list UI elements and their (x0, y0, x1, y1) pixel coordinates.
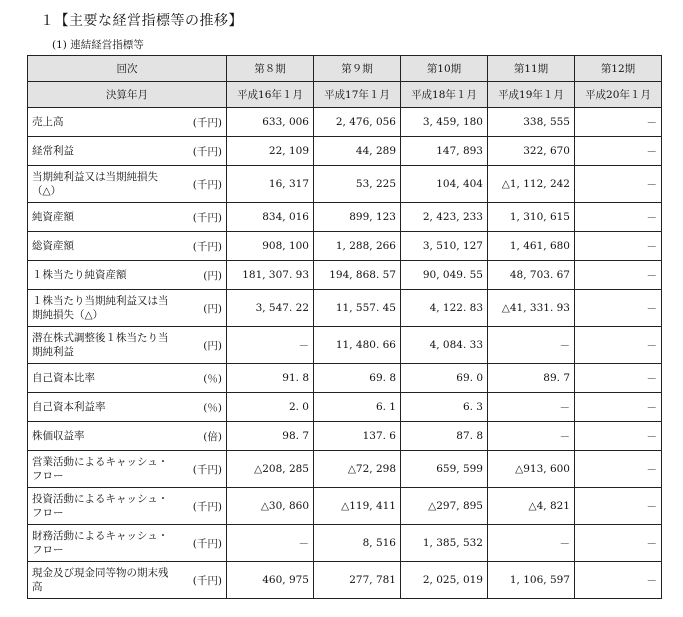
table-row (28, 327, 662, 364)
value-cell: 4, 084. 33 (401, 327, 488, 364)
header-cell: 平成20年１月 (575, 82, 662, 108)
value-cell: 2, 025, 019 (401, 562, 488, 599)
value-cell: 338, 555 (488, 108, 575, 137)
table-row (28, 393, 662, 422)
value-cell: 6. 1 (314, 393, 401, 422)
row-unit: (円) (180, 327, 227, 364)
header-cell: 第９期 (314, 56, 401, 82)
row-unit: (千円) (180, 562, 227, 599)
value-cell: － (488, 327, 575, 364)
row-unit: (千円) (180, 451, 227, 488)
row-unit: (千円) (180, 232, 227, 261)
value-cell: 181, 307. 93 (227, 261, 314, 290)
row-label: 株価収益率 (28, 422, 180, 451)
value-cell: 194, 868. 57 (314, 261, 401, 290)
value-cell: 98. 7 (227, 422, 314, 451)
header-cell: 第12期 (575, 56, 662, 82)
value-cell: 2, 423, 233 (401, 203, 488, 232)
value-cell: 2. 0 (227, 393, 314, 422)
value-cell: － (575, 422, 662, 451)
value-cell: － (575, 108, 662, 137)
value-cell: 1, 288, 266 (314, 232, 401, 261)
value-cell: 277, 781 (314, 562, 401, 599)
table-row (28, 422, 662, 451)
row-label: 自己資本比率 (28, 364, 180, 393)
value-cell: 11, 480. 66 (314, 327, 401, 364)
row-label: 自己資本利益率 (28, 393, 180, 422)
value-cell: 44, 289 (314, 137, 401, 166)
row-label: 潜在株式調整後１株当たり当期純利益 (28, 327, 180, 364)
value-cell: 16, 317 (227, 166, 314, 203)
header-cell: 平成16年１月 (227, 82, 314, 108)
value-cell: △119, 411 (314, 488, 401, 525)
row-unit: (％) (180, 393, 227, 422)
value-cell: 460, 975 (227, 562, 314, 599)
value-cell: － (575, 364, 662, 393)
value-cell: 3, 547. 22 (227, 290, 314, 327)
header-cell: 平成17年１月 (314, 82, 401, 108)
value-cell: － (488, 422, 575, 451)
row-unit: (千円) (180, 525, 227, 562)
header-cell: 第８期 (227, 56, 314, 82)
value-cell: － (575, 525, 662, 562)
value-cell: 322, 670 (488, 137, 575, 166)
value-cell: △72, 298 (314, 451, 401, 488)
table-row (28, 290, 662, 327)
value-cell: 87. 8 (401, 422, 488, 451)
row-label: 売上高 (28, 108, 180, 137)
value-cell: 137. 6 (314, 422, 401, 451)
row-label: 当期純利益又は当期純損失（△） (28, 166, 180, 203)
value-cell: － (227, 327, 314, 364)
value-cell: 3, 459, 180 (401, 108, 488, 137)
table-row (28, 232, 662, 261)
row-label: 総資産額 (28, 232, 180, 261)
value-cell: △4, 821 (488, 488, 575, 525)
value-cell: － (488, 393, 575, 422)
value-cell: △30, 860 (227, 488, 314, 525)
row-label: 財務活動によるキャッシュ・フロー (28, 525, 180, 562)
value-cell: － (575, 562, 662, 599)
row-unit: (千円) (180, 488, 227, 525)
value-cell: 633, 006 (227, 108, 314, 137)
row-unit: (千円) (180, 108, 227, 137)
value-cell: △913, 600 (488, 451, 575, 488)
value-cell: － (575, 203, 662, 232)
row-label: 投資活動によるキャッシュ・フロー (28, 488, 180, 525)
table-row (28, 203, 662, 232)
row-label: 営業活動によるキャッシュ・フロー (28, 451, 180, 488)
row-unit: (千円) (180, 137, 227, 166)
value-cell: 104, 404 (401, 166, 488, 203)
value-cell: 11, 557. 45 (314, 290, 401, 327)
table-row (28, 166, 662, 203)
value-cell: 22, 109 (227, 137, 314, 166)
value-cell: － (575, 327, 662, 364)
row-unit: (千円) (180, 166, 227, 203)
value-cell: 6. 3 (401, 393, 488, 422)
value-cell: 1, 461, 680 (488, 232, 575, 261)
value-cell: 69. 8 (314, 364, 401, 393)
value-cell: － (488, 525, 575, 562)
value-cell: 53, 225 (314, 166, 401, 203)
value-cell: 4, 122. 83 (401, 290, 488, 327)
value-cell: － (575, 290, 662, 327)
table-body (28, 108, 662, 599)
value-cell: 3, 510, 127 (401, 232, 488, 261)
value-cell: 90, 049. 55 (401, 261, 488, 290)
value-cell: 69. 0 (401, 364, 488, 393)
value-cell: 1, 106, 597 (488, 562, 575, 599)
section-subtitle: (1) 連結経営指標等 (52, 39, 144, 51)
value-cell: － (575, 137, 662, 166)
value-cell: 1, 310, 615 (488, 203, 575, 232)
value-cell: △41, 331. 93 (488, 290, 575, 327)
row-label: 純資産額 (28, 203, 180, 232)
row-unit: (円) (180, 261, 227, 290)
value-cell: △1, 112, 242 (488, 166, 575, 203)
row-label: 現金及び現金同等物の期末残高 (28, 562, 180, 599)
value-cell: △297, 895 (401, 488, 488, 525)
table-row (28, 488, 662, 525)
value-cell: － (227, 525, 314, 562)
table-row (28, 451, 662, 488)
header-row (28, 82, 662, 108)
row-unit: (円) (180, 290, 227, 327)
row-label: １株当たり当期純利益又は当期純損失（△） (28, 290, 180, 327)
table-row (28, 562, 662, 599)
value-cell: － (575, 261, 662, 290)
value-cell: 834, 016 (227, 203, 314, 232)
value-cell: 8, 516 (314, 525, 401, 562)
header-cell: 第10期 (401, 56, 488, 82)
row-unit: (％) (180, 364, 227, 393)
header-label: 決算年月 (28, 82, 227, 108)
value-cell: 147, 893 (401, 137, 488, 166)
table-row (28, 364, 662, 393)
header-cell: 平成18年１月 (401, 82, 488, 108)
header-cell: 平成19年１月 (488, 82, 575, 108)
value-cell: － (575, 451, 662, 488)
value-cell: 899, 123 (314, 203, 401, 232)
table-row (28, 261, 662, 290)
value-cell: 659, 599 (401, 451, 488, 488)
row-unit: (倍) (180, 422, 227, 451)
value-cell: － (575, 232, 662, 261)
value-cell: － (575, 393, 662, 422)
row-unit: (千円) (180, 203, 227, 232)
value-cell: △208, 285 (227, 451, 314, 488)
row-label: １株当たり純資産額 (28, 261, 180, 290)
value-cell: 48, 703. 67 (488, 261, 575, 290)
value-cell: － (575, 166, 662, 203)
value-cell: － (575, 488, 662, 525)
table-row (28, 108, 662, 137)
value-cell: 1, 385, 532 (401, 525, 488, 562)
table-row (28, 137, 662, 166)
value-cell: 2, 476, 056 (314, 108, 401, 137)
header-row (28, 56, 662, 82)
value-cell: 908, 100 (227, 232, 314, 261)
table-row (28, 525, 662, 562)
section-title: １【主要な経営指標等の推移】 (40, 13, 243, 29)
financial-indicators-table (27, 55, 662, 599)
header-label: 回次 (28, 56, 227, 82)
row-label: 経常利益 (28, 137, 180, 166)
header-cell: 第11期 (488, 56, 575, 82)
table-header (28, 56, 662, 108)
value-cell: 91. 8 (227, 364, 314, 393)
value-cell: 89. 7 (488, 364, 575, 393)
